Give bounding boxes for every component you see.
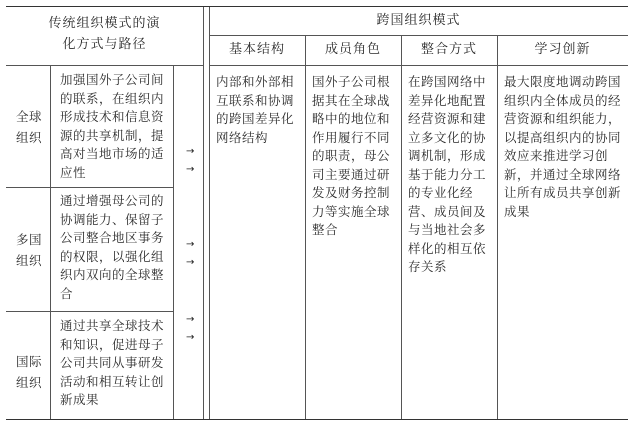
roles-text: 国外子公司根据其在全球战略中的地位和作用履行不同的职责，母公司主要通过研发及财务控制力等实施全球整合 — [312, 74, 391, 237]
arrow-icon: → — [186, 332, 195, 343]
divider — [209, 35, 628, 36]
arrow-icon: → — [186, 257, 195, 268]
arrow-icon: → — [186, 146, 195, 157]
divider — [6, 187, 173, 188]
innovation-text: 最大限度地调动跨国组织内全体成员的经营资源和组织能力，以提高组织内的协同效应来推进学习创新，并通过全球网络让所有成员共享创新成果 — [504, 74, 622, 219]
divider — [209, 65, 628, 66]
column-header: 成员角色 — [324, 42, 381, 57]
integration-text: 在跨国网络中差异化地配置经营资源和建立多文化的协调机制，形成基于能力分工的专业化经营、成员间及与当地社会多样化的相互依存关系 — [408, 74, 487, 274]
arrow-icon: → — [186, 164, 195, 175]
divider — [497, 35, 498, 419]
divider — [173, 65, 174, 419]
divider — [401, 35, 402, 419]
header-left-title: 传统组织模式的演化方式与路径 — [48, 16, 161, 52]
row-description: 加强国外子公司间的联系，在组织内形成技术和信息资源的共享机制，提高对当地市场的适应性 — [60, 72, 165, 180]
row-label: 全球组织 — [15, 109, 42, 145]
divider — [6, 65, 203, 66]
divider — [203, 7, 204, 419]
divider — [50, 65, 51, 419]
divider — [305, 35, 306, 419]
row-description: 通过增强母公司的协调能力、保留子公司整合地区事务的权限，以强化组织内双向的全球整合 — [60, 193, 165, 301]
column-header: 整合方式 — [420, 42, 477, 57]
structure-text: 内部和外部相互联系和协调的跨国差异化网络结构 — [216, 74, 295, 145]
arrow-icon: → — [186, 314, 195, 325]
comparison-table — [6, 6, 628, 420]
row-label: 国际组织 — [15, 354, 42, 390]
column-header: 基本结构 — [228, 42, 285, 57]
divider — [209, 7, 210, 419]
arrow-icon: → — [186, 239, 195, 250]
row-label: 多国组织 — [15, 232, 42, 268]
divider — [6, 311, 173, 312]
column-header: 学习创新 — [534, 42, 591, 57]
header-right-title: 跨国组织模式 — [376, 13, 461, 28]
row-description: 通过共享全球技术和知识，促进母子公司共同从事研发活动和相互转让创新成果 — [60, 318, 165, 407]
